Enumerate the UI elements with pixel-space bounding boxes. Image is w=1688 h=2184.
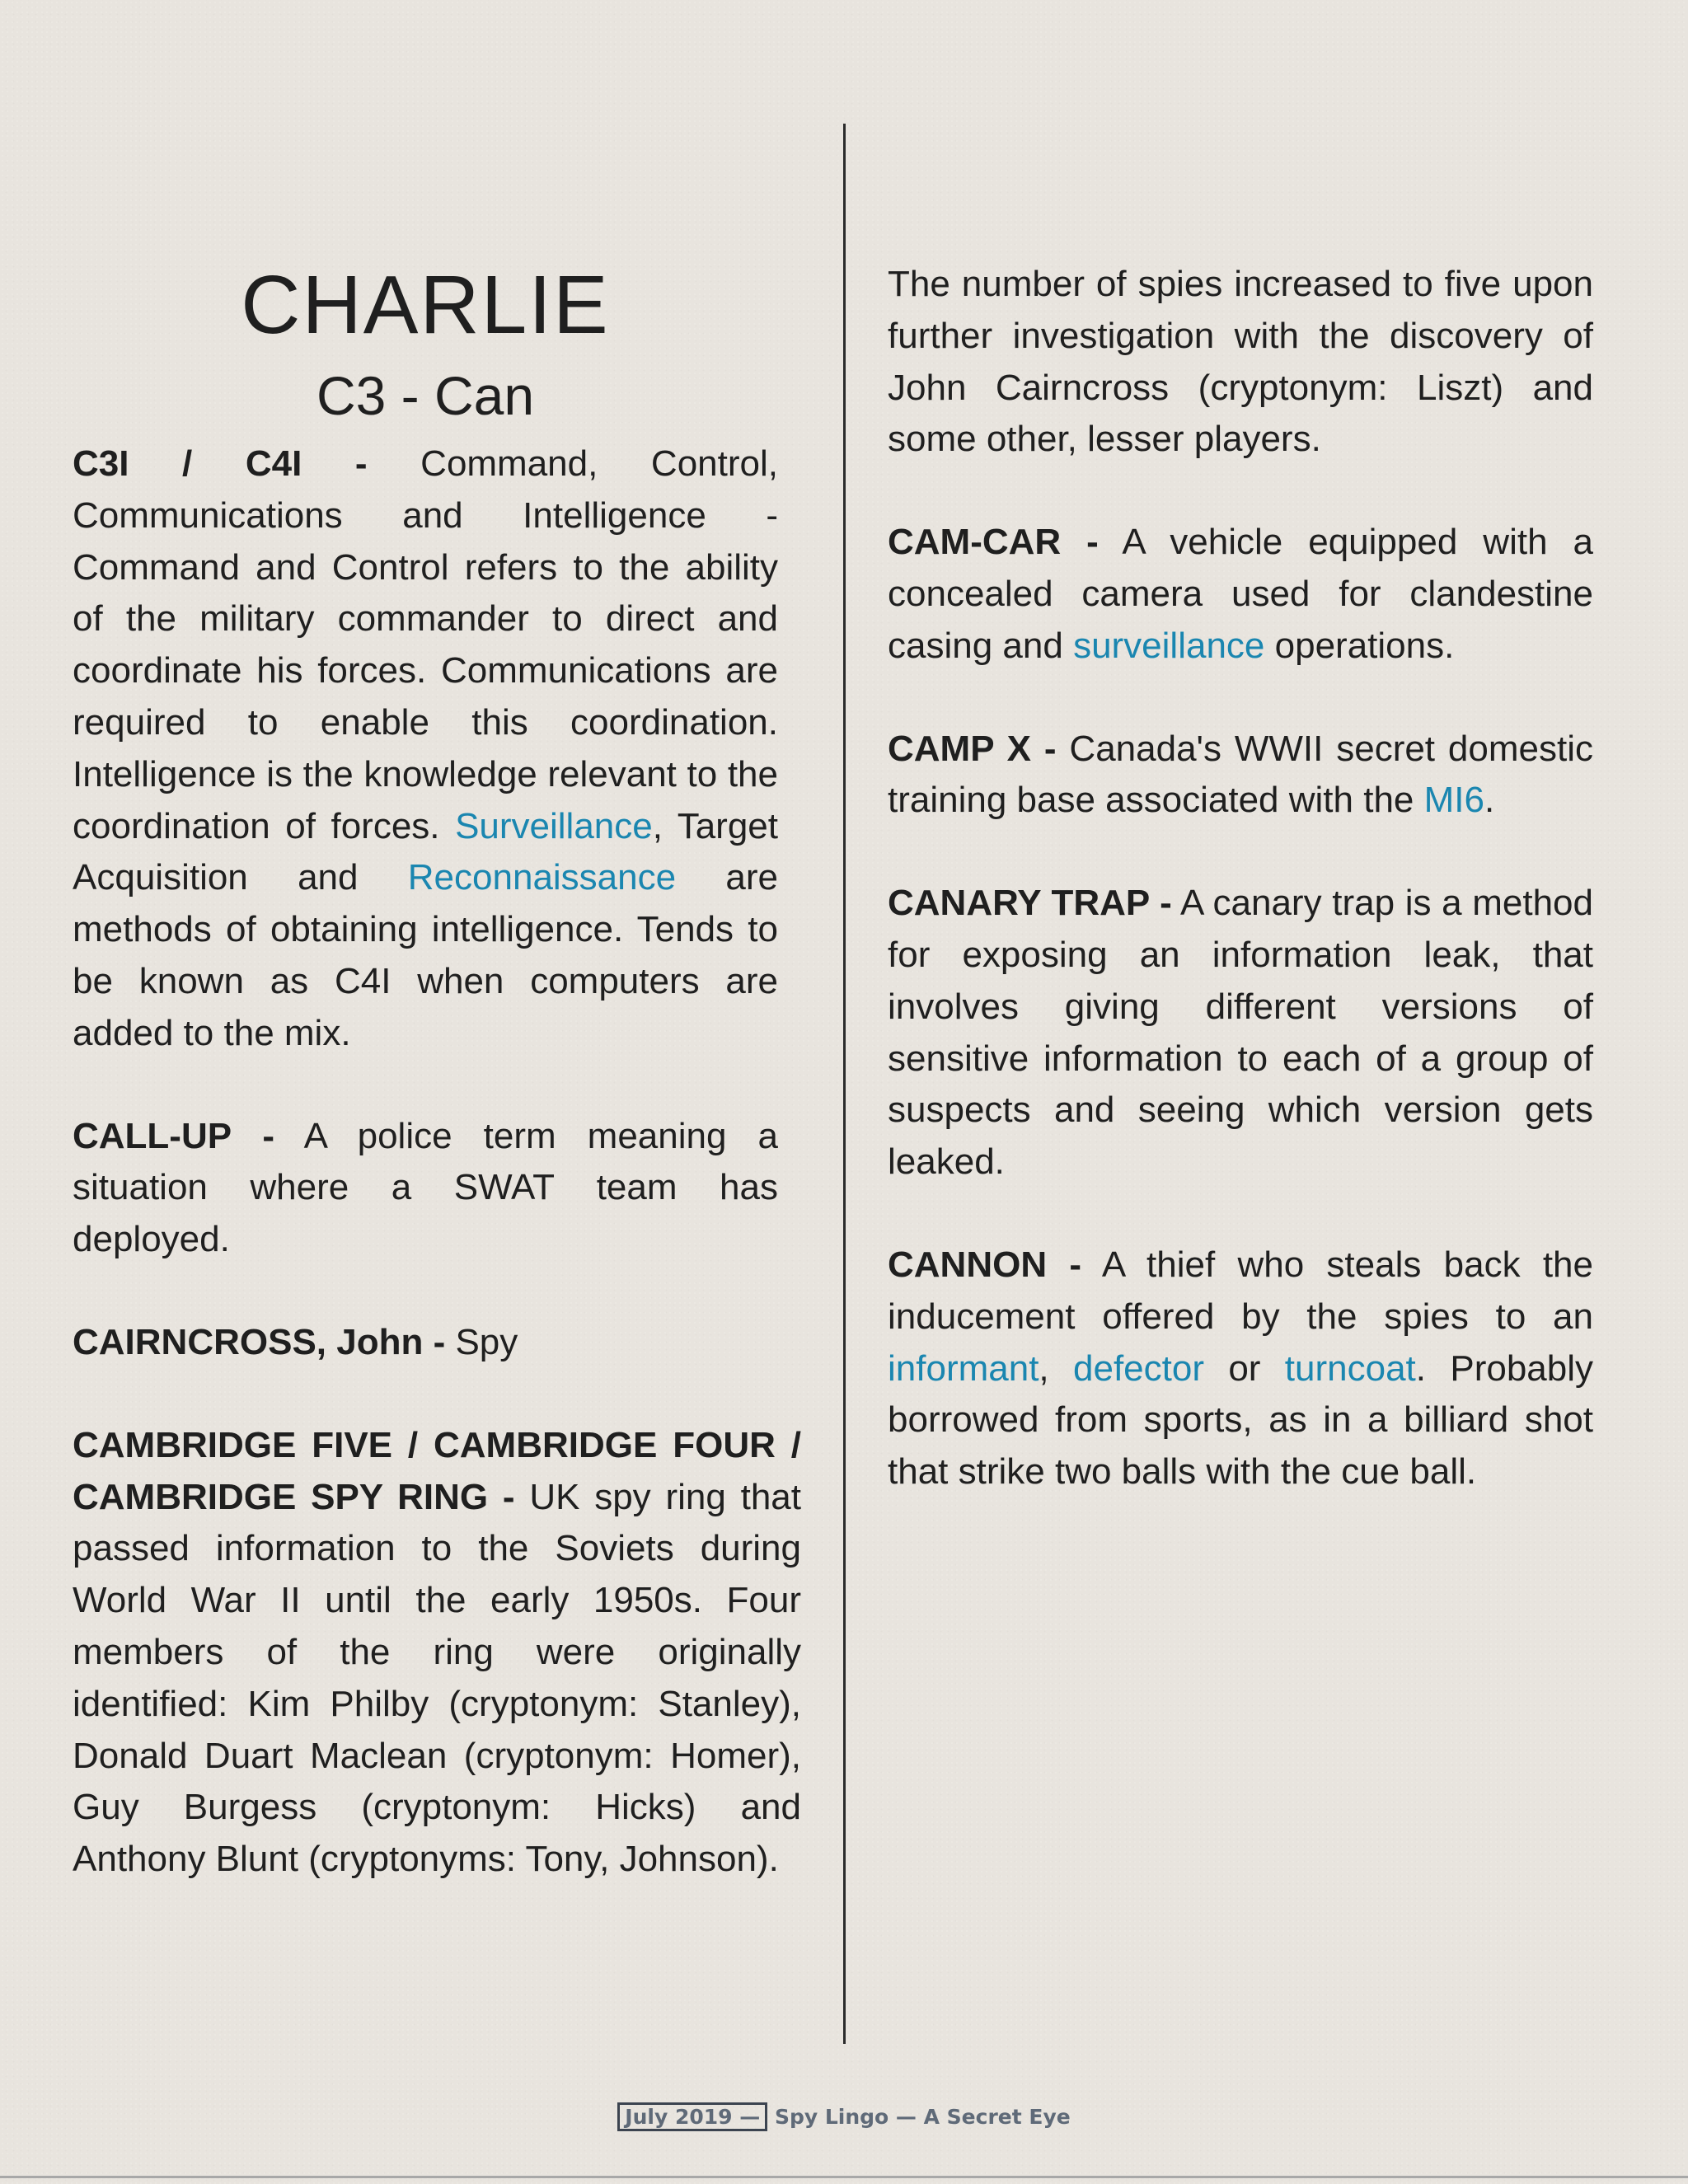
entry-text: A thief who steals back the inducement offered by the spies to an — [888, 1244, 1593, 1337]
glossary-entry — [888, 878, 1593, 1188]
footer-title: Spy Lingo — A Secret Eye — [767, 2105, 1071, 2129]
bottom-rule — [0, 2176, 1688, 2178]
glossary-entry — [73, 1111, 778, 1266]
entry-text: UK spy ring that passed information to the Soviets during World War II until the early 1950s. Four members of the ring were originally identified: Kim Philby (cryptonym: Stanley), Donald Duart Maclean (cryptonym: Homer), Guy Burgess (cryptonym: Hicks) and Anthony Blunt (cryptonyms: Tony, Johnson). — [73, 1476, 801, 1880]
entry-text: , — [1039, 1347, 1073, 1389]
page-subtitle: C3 - Can — [316, 365, 535, 426]
entry-text: A vehicle equipped with a concealed camera used for clandestine casing and — [888, 522, 1593, 666]
entry-text: . Probably borrowed from sports, as in a billiard shot that strike two balls with the cue ball. — [888, 1347, 1594, 1493]
footer-date: July 2019 — — [617, 2102, 767, 2131]
footer — [0, 2103, 1688, 2131]
right-entries — [888, 259, 1593, 1498]
entry-term: CAIRNCROSS, John - — [73, 1321, 446, 1362]
entry-term: CAMBRIDGE FIVE / CAMBRIDGE FOUR / CAMBRIDGE SPY RING - — [73, 1424, 801, 1517]
entry-text: The number of spies increased to five upon further investigation with the discovery of John Cairncross (cryptonym: Liszt) and some other, lesser players. — [888, 264, 1593, 460]
entry-term: CANARY TRAP - — [888, 883, 1172, 924]
column-divider — [843, 124, 846, 2044]
entry-text: Spy — [445, 1321, 518, 1362]
entry-text: A canary trap is a method for exposing an information leak, that involves giving different versions of sensitive information to each of a group of suspects and seeing which version gets leaked. — [888, 883, 1593, 1183]
entry-link[interactable]: MI6 — [1423, 780, 1484, 821]
entry-text: , Target Acquisition and — [73, 805, 778, 898]
entry-link[interactable]: turncoat — [1284, 1347, 1416, 1389]
entry-link[interactable]: informant — [888, 1347, 1039, 1389]
entry-link[interactable]: Surveillance — [455, 805, 653, 846]
glossary-entry — [73, 1317, 778, 1369]
entry-term: CAMP X - — [888, 728, 1057, 769]
right-column — [888, 259, 1593, 1549]
glossary-entry — [73, 1420, 801, 1886]
left-entries — [73, 438, 801, 1886]
entry-link[interactable]: Reconnaissance — [407, 857, 677, 898]
entry-text: are methods of obtaining intelligence. Tends to be known as C4I when computers are added to the mix. — [73, 857, 778, 1053]
entry-term: C3I / C4I - — [73, 443, 368, 484]
glossary-entry — [888, 259, 1593, 466]
entry-text: A police term meaning a situation where a SWAT team has deployed. — [73, 1115, 778, 1260]
entry-term: CAM-CAR - — [888, 522, 1099, 563]
entry-text: operations. — [1264, 625, 1455, 666]
glossary-entry — [73, 438, 778, 1060]
entry-text: or — [1203, 1347, 1285, 1389]
entry-link[interactable]: surveillance — [1073, 625, 1265, 666]
entry-term: CALL-UP - — [73, 1115, 274, 1156]
entry-term: CANNON - — [888, 1244, 1082, 1285]
entry-link[interactable]: defector — [1073, 1347, 1204, 1389]
left-column — [73, 239, 801, 1937]
page-title: CHARLIE — [241, 259, 610, 351]
entry-text: Canada's WWII secret domestic training base associated with the — [888, 728, 1593, 821]
glossary-entry — [888, 517, 1593, 672]
glossary-entry — [888, 724, 1593, 827]
entry-text: Command, Control, Communications and Intelligence - Command and Control refers to the ability of the military commander to direct and coordinate his forces. Communications are required to enable this coordination. Intelligence is the knowledge relevant to the coordination of forces. — [73, 443, 778, 846]
glossary-entry — [888, 1240, 1593, 1498]
entry-text: . — [1484, 780, 1495, 821]
